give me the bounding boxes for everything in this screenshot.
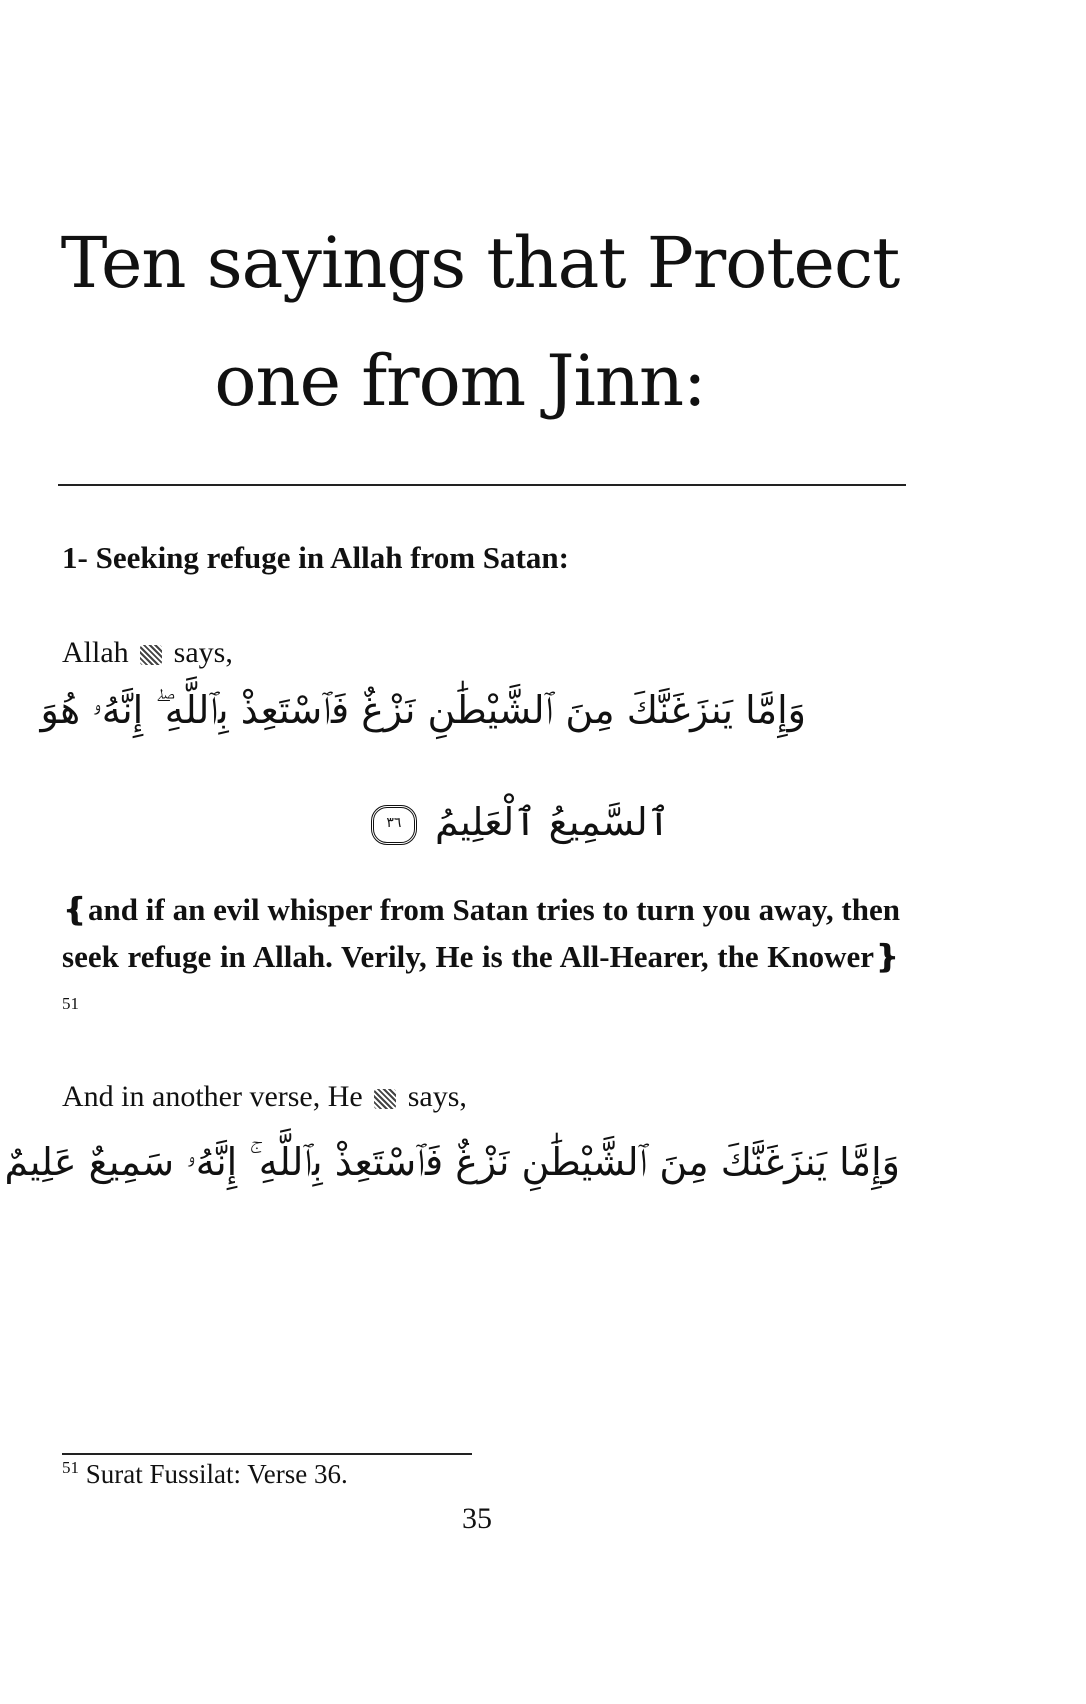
verse-1-arabic-line-2 bbox=[370, 800, 670, 845]
footnote-number: 51 bbox=[62, 1458, 79, 1477]
intro-line bbox=[62, 636, 233, 670]
chapter-title-line-2: one from Jinn: bbox=[214, 340, 706, 422]
chapter-title-line-1: Ten sayings that Protect bbox=[60, 222, 900, 304]
ornate-bracket-close: ❵ bbox=[874, 939, 900, 974]
footnote-ref[interactable]: 51 bbox=[62, 994, 79, 1013]
intro2-text-before: And in another verse, He bbox=[62, 1080, 363, 1113]
honorific-glyph-icon bbox=[140, 645, 162, 665]
page-number: 35 bbox=[462, 1502, 492, 1535]
honorific-glyph-icon bbox=[374, 1089, 396, 1109]
verse-1-translation bbox=[62, 886, 900, 1033]
verse-2-arabic bbox=[4, 1140, 900, 1185]
ayah-number-mark-icon: ٣٦ bbox=[371, 805, 417, 845]
intro-text-after: says, bbox=[173, 636, 233, 669]
intro-line-2 bbox=[62, 1080, 467, 1114]
intro2-text-after: says, bbox=[407, 1080, 467, 1113]
verse-1-arabic-text: ٱلسَّمِيعُ ٱلْعَلِيمُ bbox=[435, 800, 670, 844]
verse-1-arabic-line-1: وَإِمَّا يَنزَغَنَّكَ مِنَ ٱلشَّيْطَٰنِ نَزْغٌ فَٱسْتَعِذْ بِٱللَّهِ ۖ إِنَّهُۥ هُوَ bbox=[40, 688, 806, 732]
title-divider bbox=[58, 484, 906, 486]
footnote-text: Surat Fussilat: Verse 36. bbox=[85, 1459, 348, 1489]
verse-2-arabic-text: وَإِمَّا يَنزَغَنَّكَ مِنَ ٱلشَّيْطَٰنِ نَزْغٌ فَٱسْتَعِذْ بِٱللَّهِ ۚ إِنَّهُۥ سَمِيعٌ عَلِيمٌ bbox=[4, 1140, 900, 1184]
section-heading: 1- Seeking refuge in Allah from Satan: bbox=[62, 540, 569, 575]
footnote bbox=[62, 1458, 348, 1490]
intro-text-before: Allah bbox=[62, 636, 129, 669]
footnote-divider bbox=[62, 1453, 472, 1455]
ornate-bracket-open: ❴ bbox=[62, 892, 88, 927]
translation-text: and if an evil whisper from Satan tries to turn you away, then seek refuge in Allah. Verily, He is the All-Hearer, the Knower bbox=[62, 892, 900, 974]
